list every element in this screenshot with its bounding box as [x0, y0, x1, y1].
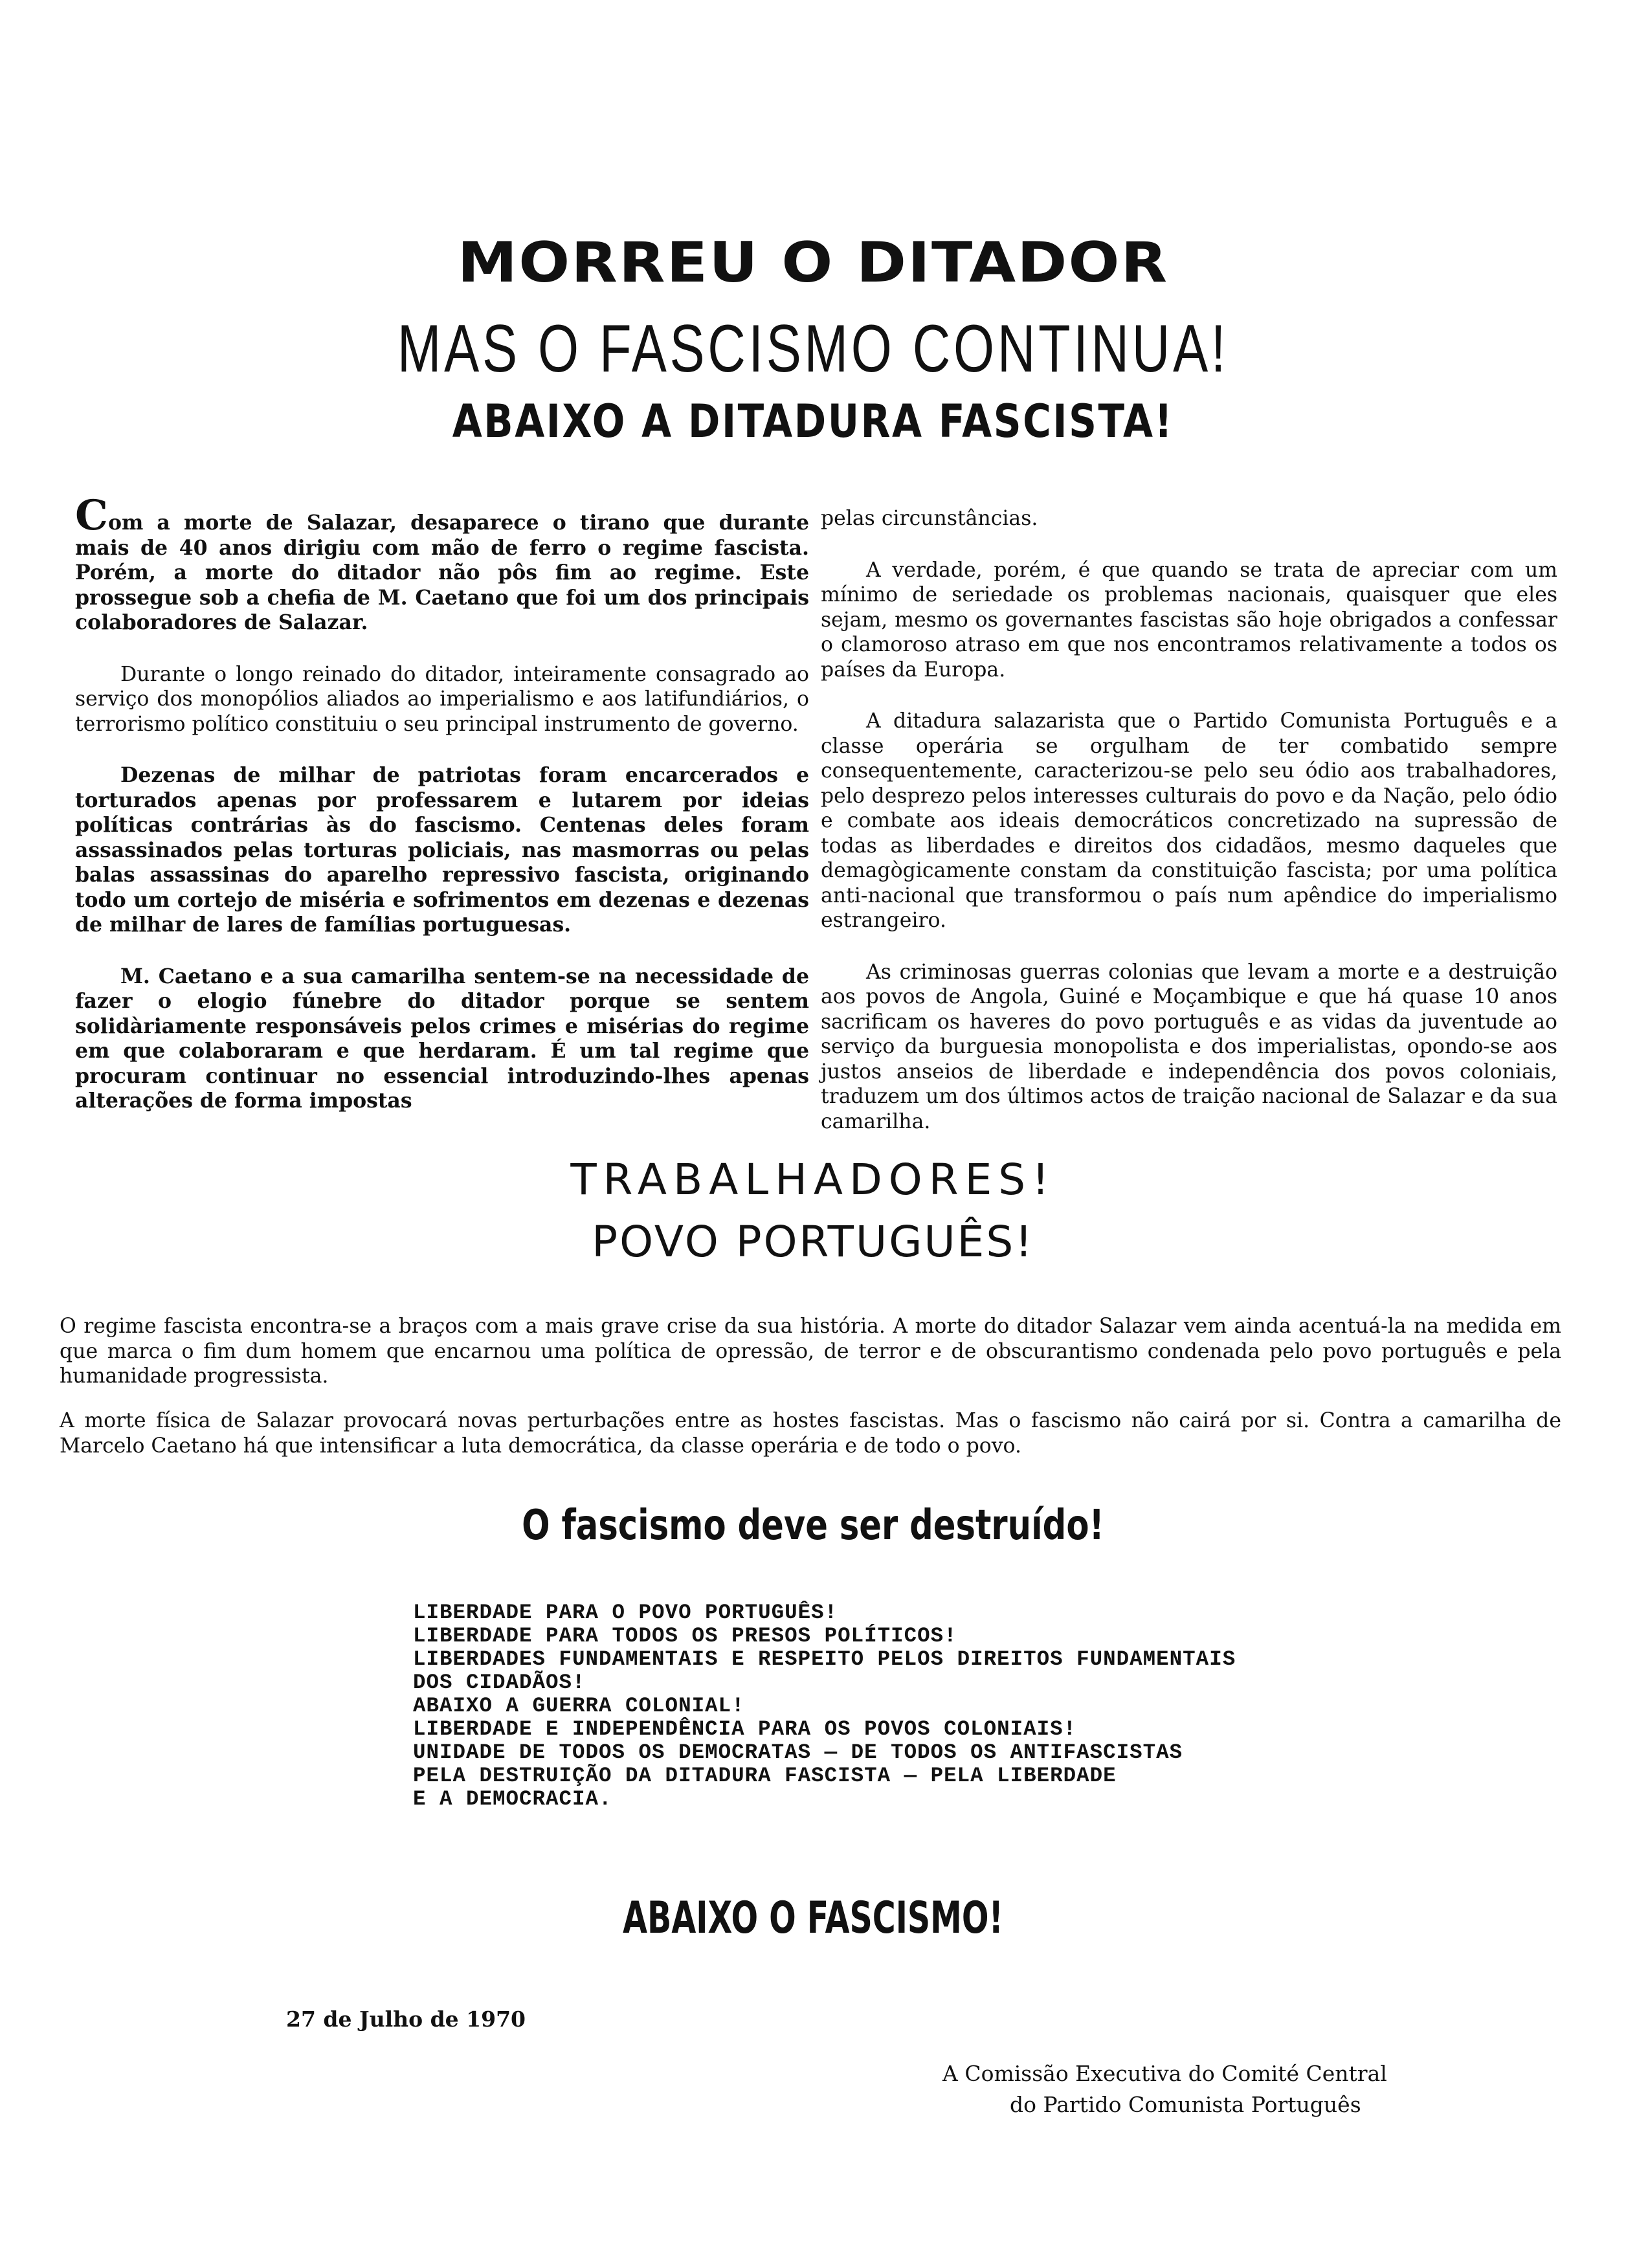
- headline-slogan: ABAIXO A DITADURA FASCISTA!: [452, 395, 1174, 448]
- drop-cap: C: [75, 491, 108, 540]
- document-date: 27 de Julho de 1970: [286, 2007, 526, 2032]
- left-paragraph-1: Com a morte de Salazar, desaparece o tirano que durante mais de 40 anos dirigiu com mão de ferro o regime fascista. Porém, a morte do ditador não pôs fim ao regime. Este prossegue sob a chefia de M. Caetano que foi um dos principais colaboradores de Salazar.: [75, 491, 809, 634]
- left-paragraph-2: Durante o longo reinado do ditador, inteiramente consagrado ao serviço dos monopólios aliados ao imperialismo e aos latifundiários, o terrorismo político constituiu o seu principal instrumento de governo.: [75, 662, 809, 736]
- heading-fascism-destroyed: O fascismo deve ser destruído!: [522, 1502, 1104, 1550]
- slogan-line: ABAIXO A GUERRA COLONIAL!: [413, 1694, 745, 1718]
- heading-down-with-fascism: ABAIXO O FASCISMO!: [623, 1893, 1003, 1944]
- section-paragraph-1: O regime fascista encontra-se a braços com a mais grave crise da sua história. A morte do ditador Salazar vem ainda acentuá-la na medida em que marca o fim dum homem que encarnou uma política de opressão, de terror e de obscurantismo condenada pelo povo português e pela humanidade progressista.: [60, 1315, 1561, 1388]
- slogan-line: E A DEMOCRACIA.: [413, 1787, 612, 1811]
- slogan-line: LIBERDADE E INDEPENDÊNCIA PARA OS POVOS COLONIAIS!: [413, 1717, 1077, 1741]
- left-paragraph-4: M. Caetano e a sua camarilha sentem-se na necessidade de fazer o elogio fúnebre do ditador porque se sentem solidàriamente responsáveis pelos crimes e misérias do regime em que colaboraram e que herdaram. É um tal regime que procuram continuar no essencial introduzindo-lhes apenas alterações de forma impostas: [75, 964, 809, 1113]
- right-paragraph-1: A verdade, porém, é que quando se trata de apreciar com um mínimo de seriedade os problemas nacionais, quaisquer que eles sejam, mesmo os governantes fascistas são hoje obrigados a confessar o clamoroso atraso em que nos encontramos relativamente a todos os países da Europa.: [821, 558, 1557, 682]
- headline-main: MORREU O DITADOR: [457, 230, 1169, 295]
- slogan-line: UNIDADE DE TODOS OS DEMOCRATAS — DE TODOS OS ANTIFASCISTAS: [413, 1740, 1183, 1764]
- slogan-line: LIBERDADES FUNDAMENTAIS E RESPEITO PELOS DIREITOS FUNDAMENTAIS: [413, 1647, 1236, 1671]
- slogan-line: LIBERDADE PARA TODOS OS PRESOS POLÍTICOS!: [413, 1624, 957, 1648]
- section-paragraph-2: A morte física de Salazar provocará novas perturbações entre as hostes fascistas. Mas o fascismo não cairá por si. Contra a camarilha de Marcelo Caetano há que intensificar a luta democrática, da classe operária e de todo o povo.: [60, 1409, 1561, 1458]
- signature-line: A Comissão Executiva do Comité Central: [942, 2061, 1387, 2086]
- signature-line: do Partido Comunista Português: [1010, 2092, 1361, 2117]
- heading-people: POVO PORTUGUÊS!: [592, 1217, 1034, 1267]
- right-paragraph-0: pelas circunstâncias.: [821, 507, 1038, 530]
- left-column: [75, 491, 809, 1140]
- left-paragraph-3: Dezenas de milhar de patriotas foram encarcerados e torturados apenas por professarem e lutarem por ideias políticas contrárias às do fascismo. Centenas deles foram assassinados pelas torturas policiais, nas masmorras ou pelas balas assassinas do aparelho repressivo fascista, originando todo um cortejo de miséria e sofrimentos em dezenas e dezenas de milhar de lares de famílias portuguesas.: [75, 763, 809, 937]
- slogan-line: LIBERDADE PARA O POVO PORTUGUÊS!: [413, 1601, 838, 1625]
- heading-workers: TRABALHADORES!: [570, 1155, 1056, 1205]
- slogan-line: DOS CIDADÃOS!: [413, 1671, 586, 1695]
- slogan-list: [413, 1601, 1513, 1811]
- slogan-line: PELA DESTRUIÇÃO DA DITADURA FASCISTA — PELA LIBERDADE: [413, 1764, 1117, 1788]
- signature-block: [942, 2058, 1460, 2120]
- right-column: [821, 506, 1557, 1161]
- right-paragraph-2: A ditadura salazarista que o Partido Comunista Português e a classe operária se orgulham de ter combatido sempre consequentemente, caracterizou-se pelo seu ódio aos trabalhadores, pelo desprezo pelos interesses culturais do povo e da Nação, pelo ódio e combate aos ideais democráticos concretizado na supressão de todas as liberdades e direitos dos cidadãos, mesmo daqueles que demagògicamente constam da constituição fascista; por uma política anti-nacional que transformou o país num apêndice do imperialismo estrangeiro.: [821, 709, 1557, 932]
- headline-sub: MAS O FASCISMO CONTINUA!: [397, 311, 1229, 386]
- right-paragraph-3: As criminosas guerras colonias que levam a morte e a destruição aos povos de Angola, Guiné e Moçambique e que há quase 10 anos sacrificam os haveres do povo português e as vidas da juventude ao serviço da burguesia monopolista e dos imperialistas, opondo-se aos justos anseios de liberdade e independência dos povos coloniais, traduzem um dos últimos actos de traição nacional de Salazar e da sua camarilha.: [821, 960, 1557, 1133]
